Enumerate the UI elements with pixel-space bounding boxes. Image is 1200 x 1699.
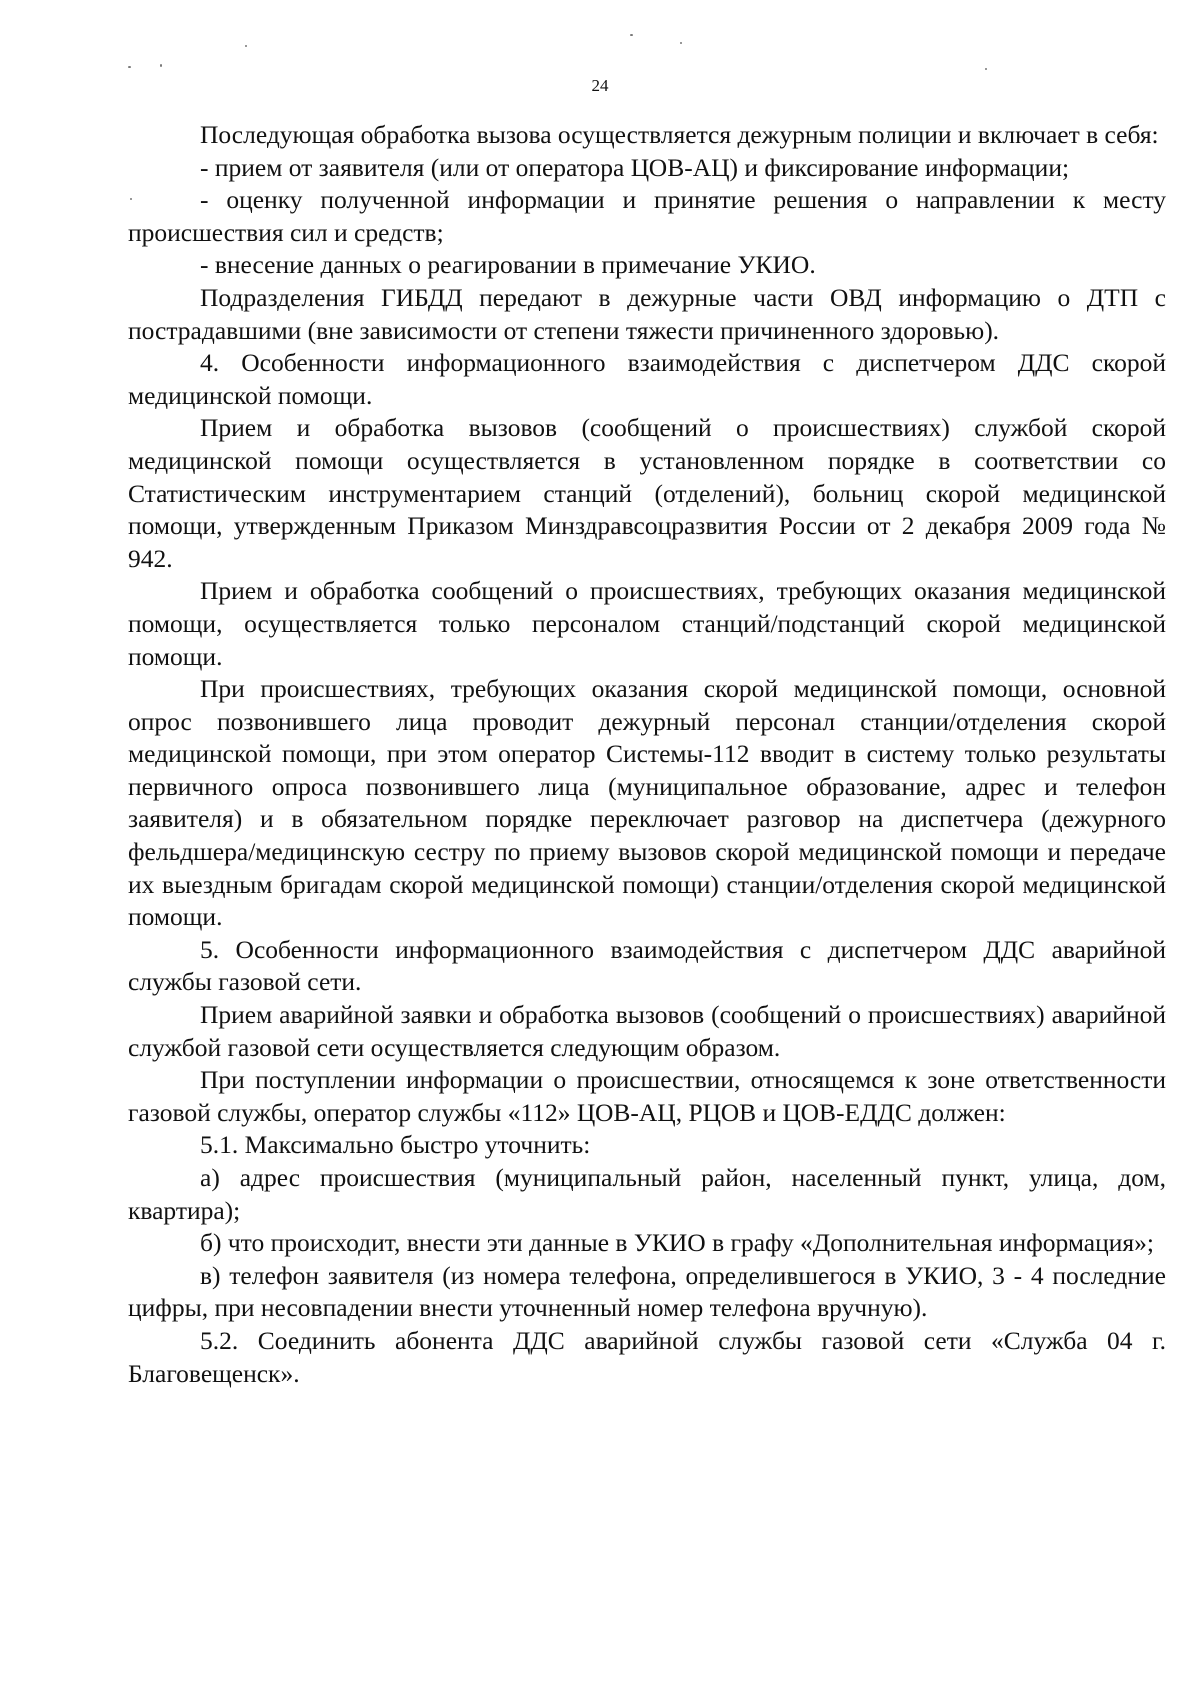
document-body <box>128 119 1166 1390</box>
paragraph: Прием и обработка сообщений о происшествиях, требующих оказания медицинской помощи, осуществляется только персоналом станций/подстанций скорой медицинской помощи. <box>128 576 1166 671</box>
paragraph: Прием аварийной заявки и обработка вызовов (сообщений о происшествиях) аварийной службой газовой сети осуществляется следующим образом. <box>128 1000 1166 1062</box>
paragraph: Последующая обработка вызова осуществляется дежурным полиции и включает в себя: <box>200 120 1159 149</box>
subsection-heading: 5.1. Максимально быстро уточнить: <box>200 1130 591 1160</box>
list-item: а) адрес происшествия (муниципальный район, населенный пункт, улица, дом, квартира); <box>128 1163 1166 1225</box>
subsection-heading: 5.2. Соединить абонента ДДС аварийной службы газовой сети «Служба 04 г. Благовещенск». <box>128 1325 1166 1388</box>
list-item: - внесение данных о реагировании в примечание УКИО. <box>200 250 816 280</box>
section-heading: 5. Особенности информационного взаимодействия с диспетчером ДДС аварийной службы газовой сети. <box>128 934 1166 997</box>
scan-speck <box>630 34 633 36</box>
scan-speck <box>680 42 682 44</box>
list-item: - оценку полученной информации и принятие решения о направлении к месту происшествия сил и средств; <box>128 185 1166 247</box>
list-item: - прием от заявителя (или от оператора ЦОВ-АЦ) и фиксирование информации; <box>200 152 1070 182</box>
scan-speck <box>128 66 131 68</box>
section-heading: 4. Особенности информационного взаимодействия с диспетчером ДДС скорой медицинской помощи. <box>128 348 1166 410</box>
scan-speck <box>985 68 987 70</box>
scan-speck <box>245 45 247 47</box>
list-item: б) что происходит, внести эти данные в УКИО в графу «Дополнительная информация»; <box>200 1228 1154 1258</box>
paragraph: Подразделения ГИБДД передают в дежурные части ОВД информацию о ДТП с пострадавшими (вне зависимости от степени тяжести причиненного здоровью). <box>128 282 1166 345</box>
page-number: 24 <box>591 76 609 95</box>
paragraph: Прием и обработка вызовов (сообщений о происшествиях) службой скорой медицинской помощи осуществляется в установленном порядке в соответствии со Статистическим инструментарием станций (отделений), больниц скорой медицинской помощи, утвержденным Приказом Минздравсоцразвития России от 2 декабря 2009 года № 942. <box>128 413 1166 573</box>
paragraph: При происшествиях, требующих оказания скорой медицинской помощи, основной опрос позвонившего лица проводит дежурный персонал станции/отделения скорой медицинской помощи, при этом оператор Системы-112 вводит в систему только результаты первичного опроса позвонившего лица (муниципальное образование, адрес и телефон заявителя) и в обязательном порядке переключает разговор на диспетчера (дежурного фельдшера/медицинскую сестру по приему вызовов скорой медицинской помощи и передаче их выездным бригадам скорой медицинской помощи) станции/отделения скорой медицинской помощи. <box>128 674 1166 932</box>
paragraph: При поступлении информации о происшествии, относящемся к зоне ответственности газовой службы, оператор службы «112» ЦОВ-АЦ, РЦОВ и ЦОВ-ЕДДС должен: <box>128 1065 1166 1127</box>
list-item: в) телефон заявителя (из номера телефона, определившегося в УКИО, 3 - 4 последние цифры, при несовпадении внести уточненный номер телефона вручную). <box>128 1260 1166 1323</box>
scan-speck <box>160 64 162 67</box>
